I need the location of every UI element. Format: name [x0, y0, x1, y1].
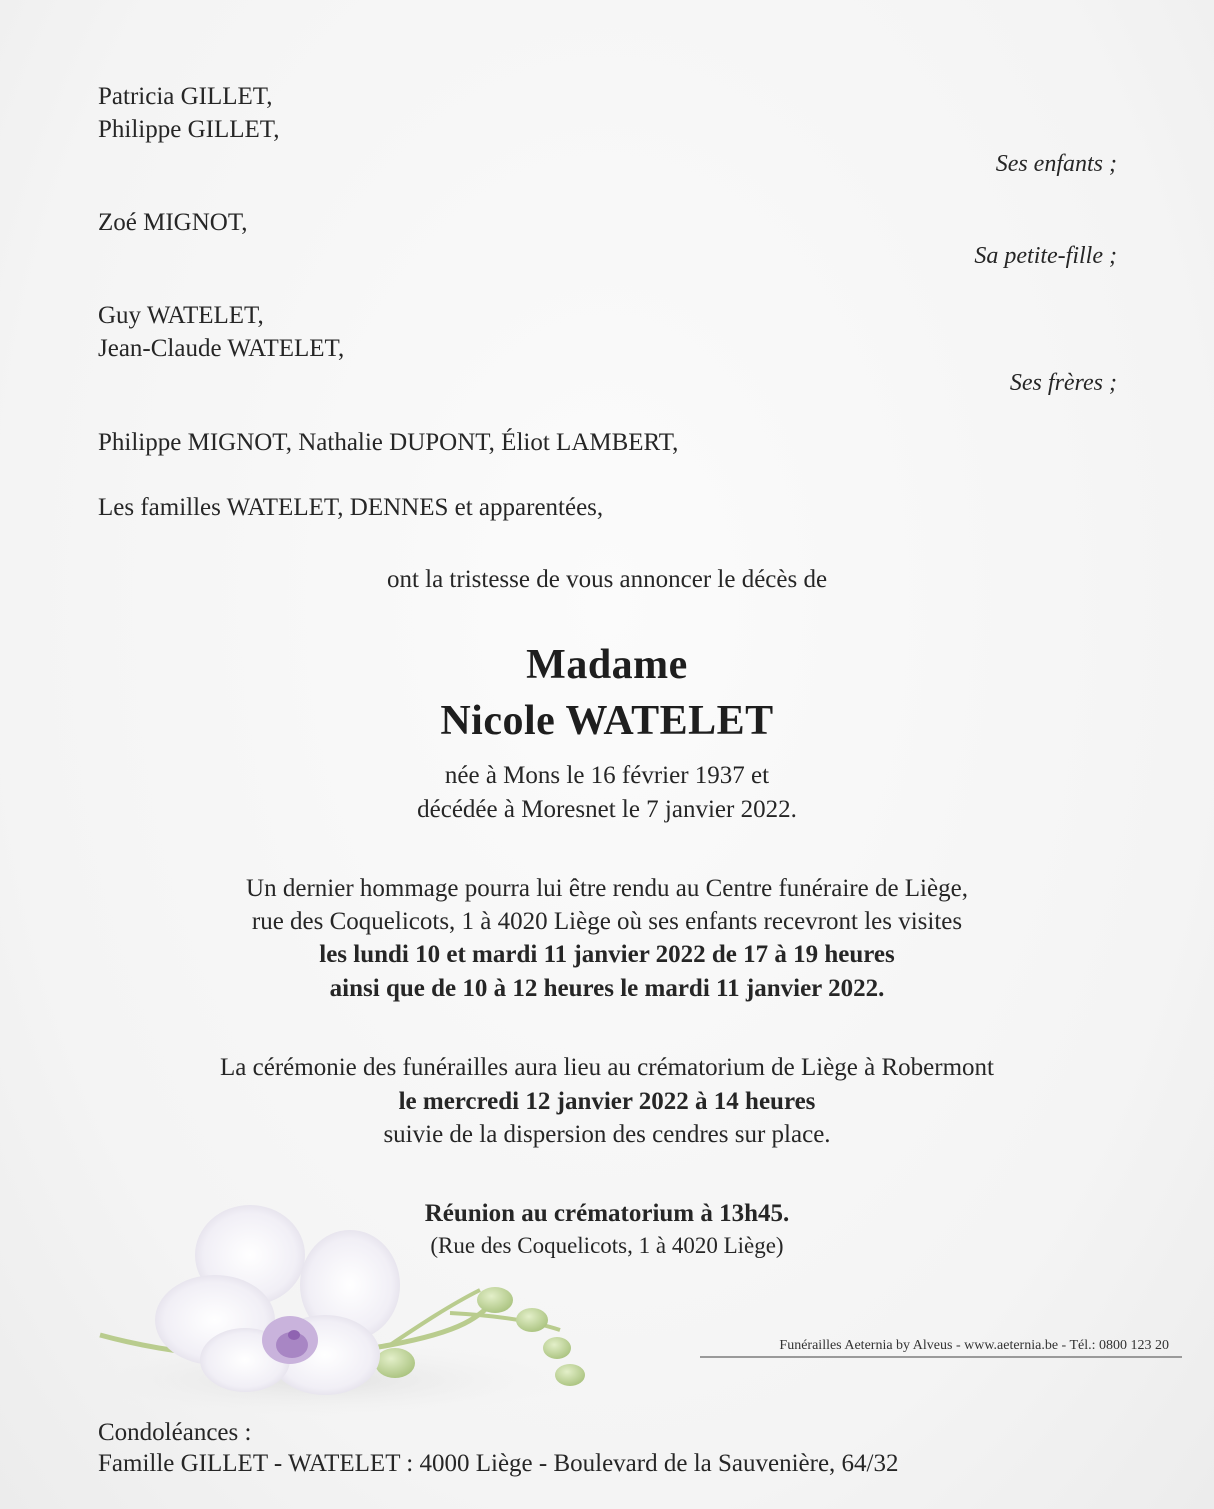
- child-name-1: Patricia GILLET,: [98, 83, 273, 110]
- condolences-label: Condoléances :: [98, 1419, 252, 1446]
- ceremony-line-1: La cérémonie des funérailles aura lieu au crématorium de Liège à Robermont: [220, 1054, 994, 1081]
- other-relatives: Philippe MIGNOT, Nathalie DUPONT, Éliot LAMBERT,: [98, 429, 679, 456]
- ceremony-date: le mercredi 12 janvier 2022 à 14 heures: [398, 1088, 816, 1115]
- announcement-text: ont la tristesse de vous annoncer le décès de: [386, 566, 828, 593]
- extended-families: Les familles WATELET, DENNES et apparentées,: [98, 494, 604, 521]
- deceased-name: Nicole WATELET: [440, 698, 774, 744]
- visits-dates: les lundi 10 et mardi 11 janvier 2022 de 17 à 19 heures: [319, 941, 895, 968]
- funeral-home-info: Funérailles Aeternia by Alveus - www.aeternia.be - Tél.: 0800 123 20: [779, 1338, 1169, 1353]
- brothers-role: Ses frères ;: [1009, 370, 1117, 396]
- visits-line-1: Un dernier hommage pourra lui être rendu au Centre funéraire de Liège,: [246, 875, 968, 902]
- brother-name-2: Jean-Claude WATELET,: [98, 335, 345, 362]
- footer-divider: [700, 1356, 1182, 1358]
- visits-hours: ainsi que de 10 à 12 heures le mardi 11 janvier 2022.: [329, 975, 885, 1002]
- children-role: Ses enfants ;: [995, 151, 1117, 177]
- visits-line-2: rue des Coquelicots, 1 à 4020 Liège où ses enfants recevront les visites: [251, 908, 963, 935]
- meeting-time: Réunion au crématorium à 13h45.: [424, 1200, 790, 1227]
- granddaughter-role: Sa petite-fille ;: [974, 243, 1117, 269]
- meeting-address: (Rue des Coquelicots, 1 à 4020 Liège): [430, 1233, 784, 1258]
- child-name-2: Philippe GILLET,: [98, 116, 280, 143]
- granddaughter-name: Zoé MIGNOT,: [98, 209, 248, 236]
- condolences-address: Famille GILLET - WATELET : 4000 Liège - Boulevard de la Sauvenière, 64/32: [98, 1450, 899, 1477]
- brother-name-1: Guy WATELET,: [98, 302, 264, 329]
- orchid-illustration: [60, 1195, 700, 1435]
- deceased-title: Madame: [526, 642, 688, 688]
- ceremony-line-3: suivie de la dispersion des cendres sur place.: [383, 1121, 831, 1148]
- death-info: décédée à Moresnet le 7 janvier 2022.: [417, 796, 797, 823]
- birth-info: née à Mons le 16 février 1937 et: [444, 762, 770, 789]
